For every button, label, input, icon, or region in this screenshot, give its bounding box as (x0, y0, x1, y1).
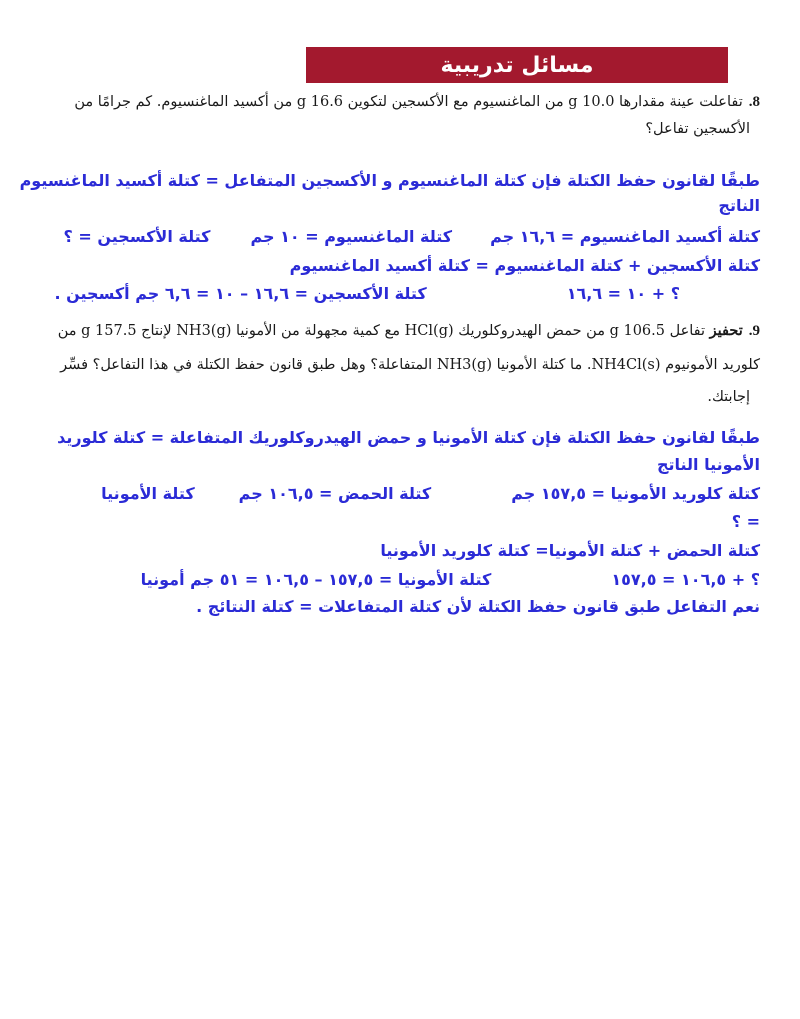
question-9-line-3: إجابتك. (707, 389, 750, 405)
question-9-number: 9. (748, 323, 760, 339)
question-9-line-1 (58, 322, 760, 340)
answer-8-line-2: الناتج (718, 196, 760, 215)
answer-9-hcl-mass: كتلة الحمض = ١٠٦,٥ جم (238, 484, 432, 503)
answer-8-mgo-mass: كتلة أكسيد الماغنسيوم = ١٦,٦ جم (490, 227, 760, 246)
answer-9-line-1: طبقًا لقانون حفظ الكتلة فإن كتلة الأمونيا و حمض الهيدروكلوريك المتفاعلة = كتلة كلوريد (57, 428, 760, 447)
answer-8-line-3 (64, 227, 760, 246)
answer-8-line-1: طبقًا لقانون حفظ الكتلة فإن كتلة الماغنسيوم و الأكسجين المتفاعل = كتلة أكسيد الماغنسيوم (19, 171, 760, 190)
question-9-line-2: كلوريد الأمونيوم NH4Cl(s). ما كتلة الأمونيا NH3(g) المتفاعلة؟ وهل طبق قانون حفظ الكتلة في هذا التفاعل؟ فسِّر (60, 357, 760, 373)
answer-9-conclusion: نعم التفاعل طبق قانون حفظ الكتلة لأن كتلة المتفاعلات = كتلة النتائج . (196, 597, 760, 616)
answer-8-line-5 (54, 284, 680, 303)
section-title: مسائل تدريبية (440, 52, 594, 78)
answer-9-line-2: الأمونيا الناتج (656, 455, 760, 474)
question-8-line-1 (74, 94, 760, 111)
answer-9-line-6 (141, 570, 760, 589)
answer-9-equation: ؟ + ١٠٦,٥ = ١٥٧,٥ (611, 570, 760, 589)
answer-8-mg-mass: كتلة الماغنسيوم = ١٠ جم (250, 227, 453, 246)
answer-8-line-4: كتلة الأكسجين + كتلة الماغنسيوم = كتلة أكسيد الماغنسيوم (289, 256, 760, 275)
answer-9-line-4: = ؟ (731, 512, 760, 531)
question-8-number: 8. (748, 94, 760, 110)
answer-8-equation: ؟ + ١٠ = ١٦,٦ (566, 284, 680, 303)
answer-9-result: كتلة الأمونيا = ١٥٧,٥ – ١٠٦,٥ = ٥١ جم أمونيا (140, 570, 492, 589)
answer-8-result: كتلة الأكسجين = ١٦,٦ – ١٠ = ٦,٦ جم أكسجين . (54, 284, 427, 303)
answer-8-o2-mass: كتلة الأكسجين = ؟ (63, 227, 211, 246)
question-8-line-2: الأكسجين تفاعل؟ (645, 121, 750, 137)
answer-9-line-5: كتلة الحمض + كتلة الأمونيا= كتلة كلوريد الأمونيا (380, 541, 760, 560)
question-9-text-1: تفاعل 106.5 g من حمض الهيدروكلوريك HCl(g) مع كمية مجهولة من الأمونيا NH3(g) لإنتاج 157.5 g من (57, 323, 706, 339)
question-9-label: تحفيز (709, 322, 743, 339)
answer-9-line-3 (101, 484, 760, 503)
question-8-text-1: تفاعلت عينة مقدارها 10.0 g من الماغنسيوم مع الأكسجين لتكوين 16.6 g من أكسيد الماغنسيوم. كم جرامًا من (74, 94, 743, 110)
answer-9-nh4cl-mass: كتلة كلوريد الأمونيا = ١٥٧,٥ جم (511, 484, 760, 503)
answer-9-nh3-label: كتلة الأمونيا (101, 484, 195, 503)
section-header-banner (306, 47, 728, 83)
